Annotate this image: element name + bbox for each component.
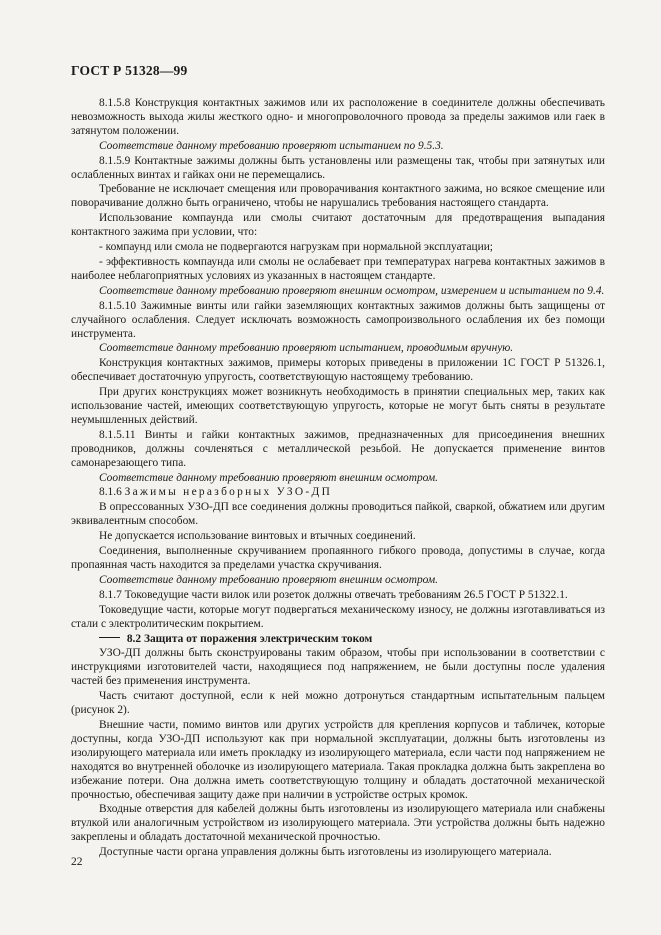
- paragraph: УЗО-ДП должны быть сконструированы таким образом, чтобы при использовании в соответствии с инструкциями изготовителей части, находящиеся под напряжением, не были доступны после удаления частей без применения инструмента.: [71, 647, 605, 688]
- paragraph-compliance: Соответствие данному требованию проверяют испытанием, проводимым вручную.: [99, 342, 514, 355]
- paragraph: В опрессованных УЗО-ДП все соединения должны проводиться пайкой, сваркой, обжатием или другим эквивалентным способом.: [71, 501, 605, 528]
- section-heading-8-1-6: [71, 486, 605, 500]
- paragraph: 8.1.5.9 Контактные зажимы должны быть установлены или размещены так, чтобы при затянутых или ослабленных винтах и гайках они не перемещались.: [71, 154, 605, 181]
- section-title: Зажимы неразборных УЗО-ДП: [124, 486, 333, 499]
- paragraph: Доступные части органа управления должны быть изготовлены из изолирующего материала.: [99, 846, 552, 859]
- paragraph: Входные отверстия для кабелей должны быть изготовлены из изолирующего материала или снабжены втулкой или аналогичным устройством из изолирующего материала. Эти устройства должны быть надежно закреплены и обладать достаточной механической прочностью.: [71, 803, 605, 844]
- paragraph: Соединения, выполненные скручиванием пропаянного гибкого провода, допустимы в случае, когда пропаянная часть находится за пределами участка скручивания.: [71, 545, 605, 571]
- paragraph-compliance: Соответствие данному требованию проверяют испытанием по 9.5.3.: [99, 139, 444, 152]
- paragraph: Требование не исключает смещения или проворачивания контактного зажима, но всякое смещение или поворачивание должно быть ограничено, чтобы не нарушались требования настоящего стандарта.: [71, 183, 605, 210]
- list-item: - эффективность компаунда или смолы не ослабевает при температурах нагрева контактных зажимов в наиболее неблагоприятных условиях из указанных в настоящем стандарте.: [71, 255, 605, 282]
- paragraph: Внешние части, помимо винтов или других устройств для крепления корпусов и табличек, которые доступны, когда УЗО-ДП используют как при нормальной эксплуатации, должны быть изготовлены из изолирующего материала или иметь прокладку из изолирующего материала, если части под напряжением не находятся во внутренней оболочке из изолирующего материала. Такая прокладка должна быть закреплена во избежание потери. Она должна иметь соответствующую толщину и обладать достаточной механической прочностью, обеспечивая защиту даже при наличии в устройстве острых кромок.: [71, 718, 605, 801]
- paragraph: Использование компаунда или смолы считают достаточным для предотвращения выпадания контактного зажима при условии, что:: [71, 212, 605, 239]
- paragraph: 8.1.5.8 Конструкция контактных зажимов или их расположение в соединителе должны обеспечивать невозможность выхода жилы жесткого одно- и многопроволочного провода за пределы зажимов или гаек в затянутом положении.: [71, 97, 605, 137]
- paragraph: При других конструкциях может возникнуть необходимость в принятии специальных мер, таких как использование частей, имеющих соответствующую упругость, которые не могут быть сняты в результате неумышленных действий.: [71, 386, 605, 426]
- paragraph: 8.1.5.11 Винты и гайки контактных зажимов, предназначенных для присоединения внешних проводников, должны сочленяться с металлической резьбой. Не допускается применение винтов самонарезающего типа.: [71, 428, 605, 469]
- paragraph-compliance: Соответствие данному требованию проверяют внешним осмотром.: [99, 471, 439, 484]
- section-heading-8-2: [71, 633, 605, 647]
- document-header: ГОСТ Р 51328—99: [71, 63, 188, 78]
- paragraph: 8.1.7 Токоведущие части вилок или розеток должны отвечать требованиям 26.5 ГОСТ Р 51322.1.: [99, 588, 568, 601]
- list-item: - компаунд или смола не подвергаются нагрузкам при нормальной эксплуатации;: [99, 241, 493, 254]
- section-title: Защита от поражения электрическим током: [143, 632, 373, 645]
- paragraph: Конструкция контактных зажимов, примеры которых приведены в приложении 1С ГОСТ Р 51326.1, обеспечивает достаточную упругость, соответствующую настоящему требованию.: [71, 357, 605, 384]
- section-number: 8.1.6: [99, 486, 122, 499]
- document-body: [71, 97, 605, 861]
- paragraph: Не допускается использование винтовых и втычных соединений.: [99, 530, 416, 543]
- heading-rule: [99, 637, 120, 638]
- paragraph-compliance: Соответствие данному требованию проверяют внешним осмотром, измерением и испытанием по 9.4.: [99, 284, 605, 297]
- page-number: 22: [71, 856, 83, 868]
- section-number: 8.2: [126, 632, 142, 645]
- paragraph: 8.1.5.10 Зажимные винты или гайки заземляющих контактных зажимов должны быть защищены от случайного ослабления. Следует исключать возможность самопроизвольного ослабления их без помощи инструмента.: [71, 299, 605, 340]
- paragraph-compliance: Соответствие данному требованию проверяют внешним осмотром.: [99, 573, 439, 586]
- paragraph: Часть считают доступной, если к ней можно дотронуться стандартным испытательным пальцем (рисунок 2).: [71, 690, 605, 717]
- paragraph: Токоведущие части, которые могут подвергаться механическому износу, не должны изготавливаться из стали с электролитическим покрытием.: [71, 603, 605, 630]
